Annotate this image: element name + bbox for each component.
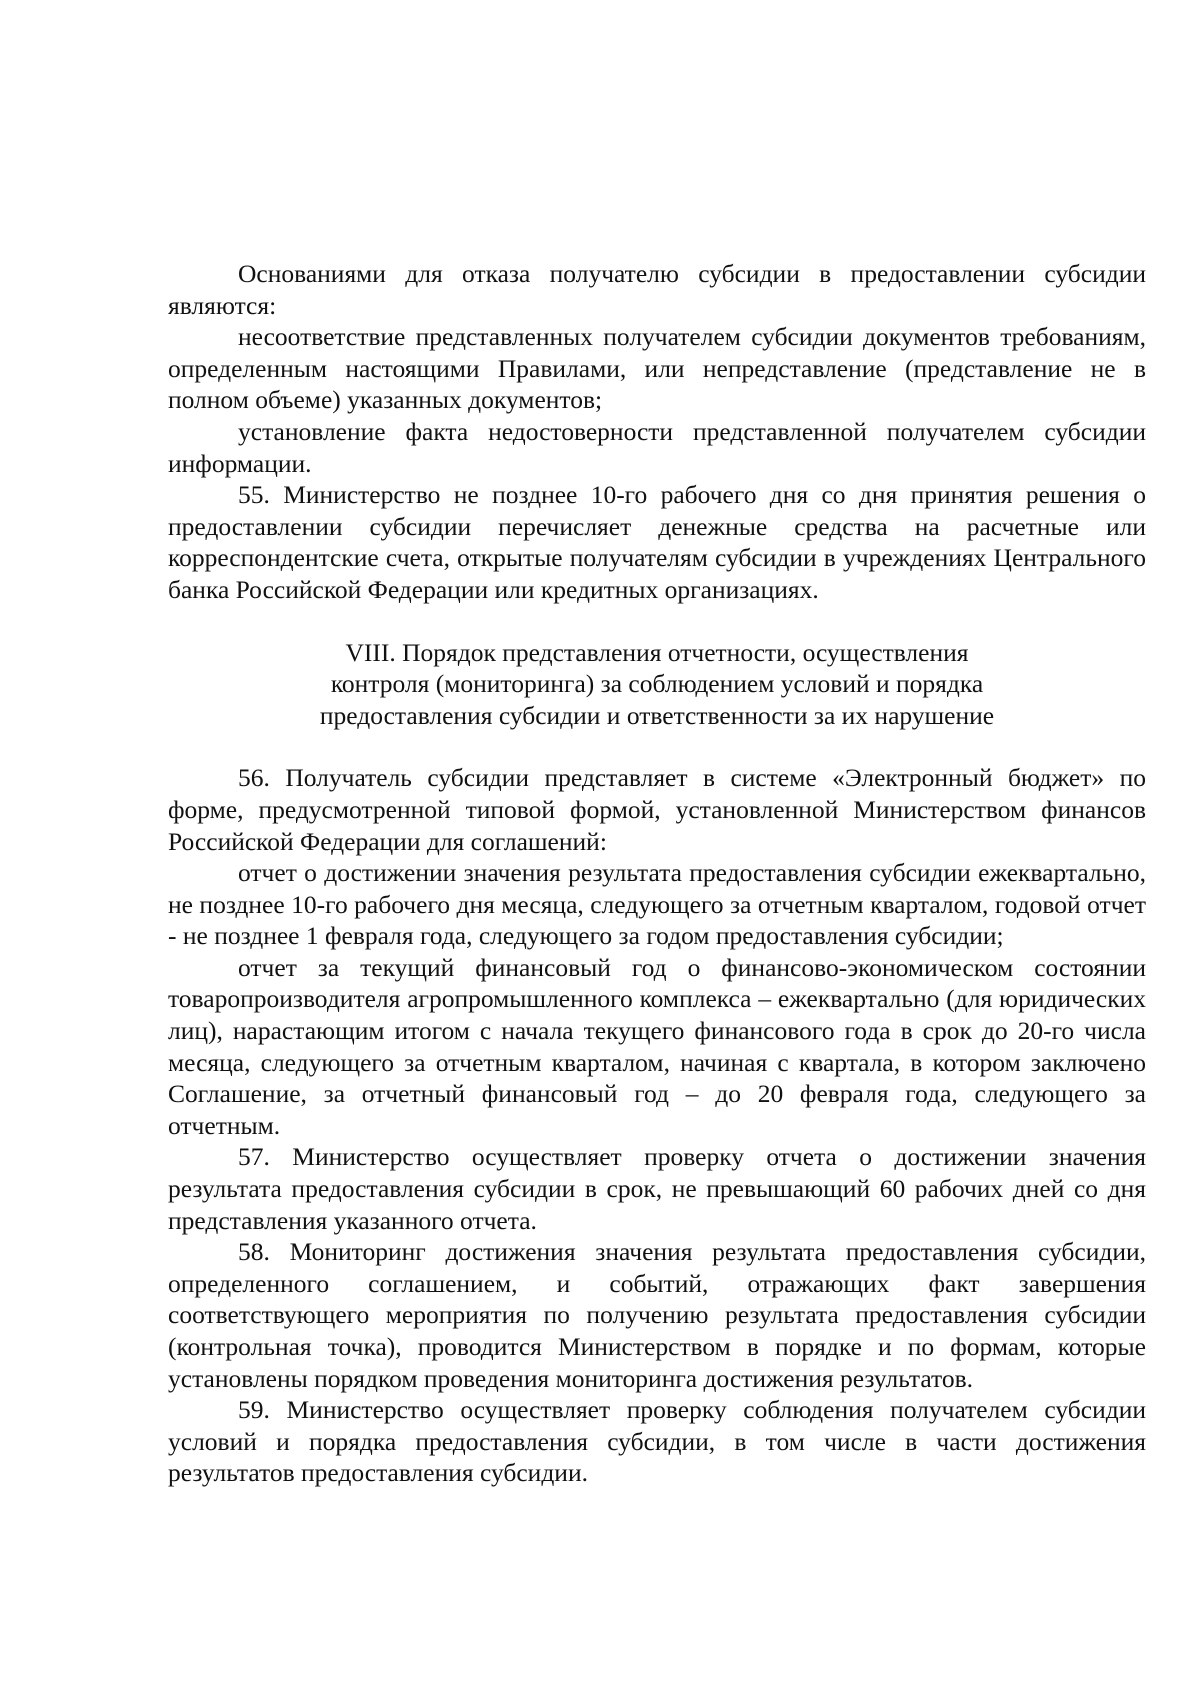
paragraph-55: 55. Министерство не позднее 10-го рабочего дня со дня принятия решения о предоставлении субсидии перечисляет денежные средства на расчетные или корреспондентские счета, открытые получателям субсидии в учреждениях Центрального банка Российской Федерации или кредитных организациях. — [168, 480, 1146, 604]
paragraph-nonconformity: несоответствие представленных получателем субсидии документов требованиям, определенным настоящими Правилами, или непредставление (представление не в полном объеме) указанных документов; — [168, 322, 1146, 415]
paragraph-financial-report: отчет за текущий финансовый год о финансово-экономическом состоянии товаропроизводителя агропромышленного комплекса – ежеквартально (для юридических лиц), нарастающим итогом с начала текущего финансового года в срок до 20-го числа месяца, следующего за отчетным кварталом, начиная с квартала, в котором заключено Соглашение, за отчетный финансовый год – до 20 февраля года, следующего за отчетным. — [168, 952, 1146, 1140]
paragraph-56: 56. Получатель субсидии представляет в системе «Электронный бюджет» по форме, предусмотренной типовой формой, установленной Министерством финансов Российской Федерации для соглашений: — [168, 763, 1146, 856]
section-heading-viii — [168, 637, 1146, 732]
section-heading-line-3: предоставления субсидии и ответственности за их нарушение — [319, 700, 995, 730]
paragraph-59: 59. Министерство осуществляет проверку соблюдения получателем субсидии условий и порядка предоставления субсидии, в том числе в части достижения результатов предоставления субсидии. — [168, 1395, 1146, 1488]
document-body — [168, 258, 1146, 1489]
paragraph-58: 58. Мониторинг достижения значения результата предоставления субсидии, определенного соглашением, и событий, отражающих факт завершения соответствующего мероприятия по получению результата предоставления субсидии (контрольная точка), проводится Министерством в порядке и по формам, которые установлены порядком проведения мониторинга достижения результатов. — [168, 1237, 1146, 1393]
section-heading-line-2: контроля (мониторинга) за соблюдением условий и порядка — [330, 669, 984, 699]
paragraph-false-information: установление факта недостоверности представленной получателем субсидии информации. — [168, 416, 1146, 478]
section-heading-line-1: VIII. Порядок представления отчетности, осуществления — [345, 637, 969, 667]
paragraph-57: 57. Министерство осуществляет проверку отчета о достижении значения результата предоставления субсидии в срок, не превышающий 60 рабочих дней со дня представления указанного отчета. — [168, 1142, 1146, 1235]
paragraph-refusal-grounds: Основаниями для отказа получателю субсидии в предоставлении субсидии являются: — [168, 259, 1146, 320]
paragraph-result-report: отчет о достижении значения результата предоставления субсидии ежеквартально, не позднее 10-го рабочего дня месяца, следующего за отчетным кварталом, годовой отчет - не позднее 1 февраля года, следующего за годом предоставления субсидии; — [168, 858, 1146, 951]
